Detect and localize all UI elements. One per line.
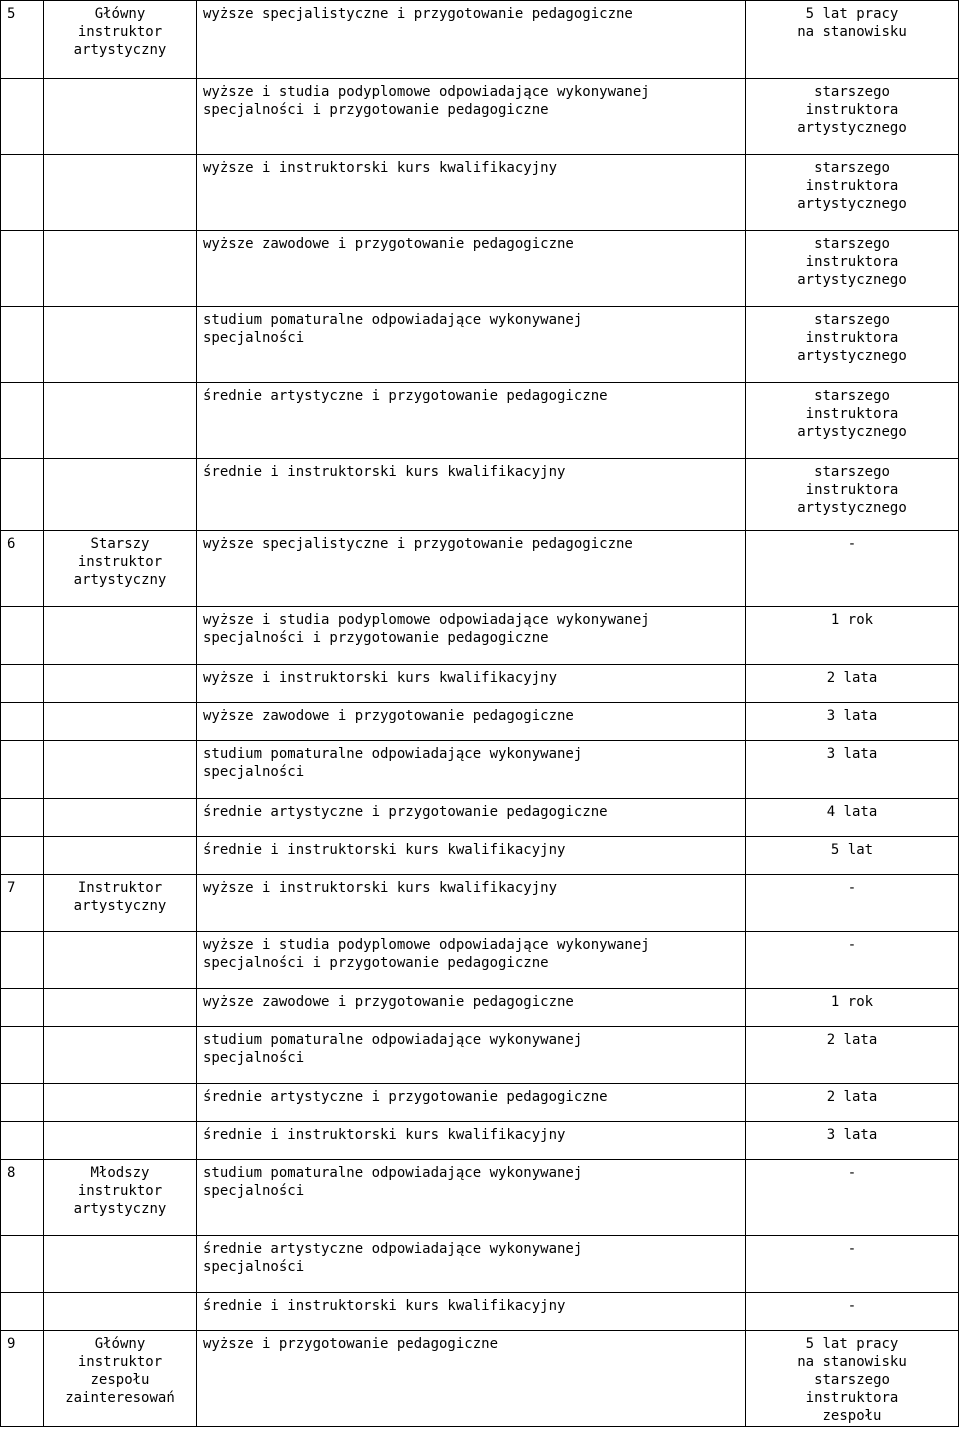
cell-number: [1, 703, 44, 741]
cell-education: studium pomaturalne odpowiadające wykonywanej specjalności: [197, 1160, 746, 1236]
cell-position: [44, 231, 197, 307]
cell-number: [1, 1293, 44, 1331]
cell-requirement: starszego instruktora artystycznego: [746, 307, 959, 383]
cell-education: studium pomaturalne odpowiadające wykonywanej specjalności: [197, 1027, 746, 1084]
cell-requirement: 3 lata: [746, 1122, 959, 1160]
cell-number: [1, 607, 44, 665]
cell-number: [1, 799, 44, 837]
cell-requirement: 1 rok: [746, 989, 959, 1027]
cell-education: średnie i instruktorski kurs kwalifikacyjny: [197, 1122, 746, 1160]
cell-education: średnie i instruktorski kurs kwalifikacyjny: [197, 1293, 746, 1331]
cell-number: [1, 79, 44, 155]
cell-number: [1, 837, 44, 875]
cell-education: średnie artystyczne i przygotowanie pedagogiczne: [197, 1084, 746, 1122]
cell-number: [1, 307, 44, 383]
cell-number: [1, 1027, 44, 1084]
cell-position: [44, 1027, 197, 1084]
table-row: [1, 1, 959, 79]
cell-requirement: 1 rok: [746, 607, 959, 665]
position-label: Młodszy instruktor artystyczny: [73, 1165, 167, 1217]
cell-education: wyższe specjalistyczne i przygotowanie pedagogiczne: [197, 531, 746, 607]
table-row: [1, 703, 959, 741]
cell-requirement: 2 lata: [746, 1084, 959, 1122]
cell-education: wyższe zawodowe i przygotowanie pedagogiczne: [197, 703, 746, 741]
cell-number: 6: [1, 531, 44, 607]
cell-position: [44, 1084, 197, 1122]
table-row: [1, 989, 959, 1027]
cell-position: [44, 1293, 197, 1331]
cell-position: [44, 741, 197, 799]
table-row: [1, 799, 959, 837]
cell-requirement: -: [746, 875, 959, 932]
cell-requirement: starszego instruktora artystycznego: [746, 383, 959, 459]
cell-number: [1, 383, 44, 459]
table-row: [1, 1293, 959, 1331]
cell-requirement: starszego instruktora artystycznego: [746, 155, 959, 231]
cell-position: [44, 1236, 197, 1293]
cell-position: [44, 989, 197, 1027]
table-row: [1, 459, 959, 531]
cell-position: [44, 1, 197, 79]
cell-education: wyższe i studia podyplomowe odpowiadające wykonywanej specjalności i przygotowanie pedagogiczne: [197, 932, 746, 989]
cell-requirement: -: [746, 1160, 959, 1236]
table-row: [1, 665, 959, 703]
cell-requirement: 3 lata: [746, 741, 959, 799]
cell-position: [44, 459, 197, 531]
cell-education: wyższe i instruktorski kurs kwalifikacyjny: [197, 875, 746, 932]
cell-position: [44, 155, 197, 231]
cell-number: 7: [1, 875, 44, 932]
cell-number: [1, 741, 44, 799]
cell-requirement: -: [746, 1236, 959, 1293]
cell-number: 5: [1, 1, 44, 79]
cell-position: [44, 1160, 197, 1236]
table-row: [1, 932, 959, 989]
cell-requirement: 2 lata: [746, 1027, 959, 1084]
table-row: [1, 1084, 959, 1122]
cell-education: wyższe i instruktorski kurs kwalifikacyjny: [197, 155, 746, 231]
cell-number: 8: [1, 1160, 44, 1236]
cell-number: [1, 1236, 44, 1293]
cell-position: [44, 665, 197, 703]
position-label: Instruktor artystyczny: [73, 880, 167, 914]
position-label: Główny instruktor artystyczny: [73, 6, 167, 58]
cell-requirement: -: [746, 1293, 959, 1331]
cell-requirement: starszego instruktora artystycznego: [746, 231, 959, 307]
cell-position: [44, 932, 197, 989]
cell-position: [44, 875, 197, 932]
cell-requirement: -: [746, 932, 959, 989]
cell-requirement: -: [746, 531, 959, 607]
cell-requirement: 5 lat: [746, 837, 959, 875]
table-row: [1, 1027, 959, 1084]
table-row: [1, 1160, 959, 1236]
cell-requirement: starszego instruktora artystycznego: [746, 79, 959, 155]
table-row: [1, 837, 959, 875]
cell-requirement: 3 lata: [746, 703, 959, 741]
position-label: Starszy instruktor artystyczny: [73, 536, 167, 588]
cell-number: [1, 1084, 44, 1122]
cell-position: [44, 837, 197, 875]
cell-requirement: 2 lata: [746, 665, 959, 703]
cell-education: średnie i instruktorski kurs kwalifikacyjny: [197, 459, 746, 531]
cell-requirement: starszego instruktora artystycznego: [746, 459, 959, 531]
table-row: [1, 531, 959, 607]
cell-position: [44, 1122, 197, 1160]
table-row: [1, 231, 959, 307]
cell-position: [44, 307, 197, 383]
table-row: [1, 79, 959, 155]
cell-number: [1, 231, 44, 307]
cell-number: [1, 1122, 44, 1160]
cell-education: wyższe i instruktorski kurs kwalifikacyjny: [197, 665, 746, 703]
cell-education: wyższe specjalistyczne i przygotowanie pedagogiczne: [197, 1, 746, 79]
cell-number: [1, 665, 44, 703]
cell-position: [44, 607, 197, 665]
cell-education: wyższe i przygotowanie pedagogiczne: [197, 1331, 746, 1427]
cell-number: 9: [1, 1331, 44, 1427]
table-row: [1, 1122, 959, 1160]
cell-education: wyższe i studia podyplomowe odpowiadające wykonywanej specjalności i przygotowanie pedagogiczne: [197, 79, 746, 155]
table-row: [1, 607, 959, 665]
cell-position: [44, 79, 197, 155]
cell-position: [44, 1331, 197, 1427]
cell-education: średnie artystyczne odpowiadające wykonywanej specjalności: [197, 1236, 746, 1293]
cell-number: [1, 989, 44, 1027]
table-row: [1, 1236, 959, 1293]
cell-education: wyższe zawodowe i przygotowanie pedagogiczne: [197, 989, 746, 1027]
table-row: [1, 1331, 959, 1427]
cell-education: średnie artystyczne i przygotowanie pedagogiczne: [197, 799, 746, 837]
cell-education: średnie artystyczne i przygotowanie pedagogiczne: [197, 383, 746, 459]
table-body: [1, 1, 959, 1427]
cell-requirement: 5 lat pracy na stanowisku starszego instruktora zespołu: [746, 1331, 959, 1427]
cell-position: [44, 703, 197, 741]
table-row: [1, 155, 959, 231]
cell-education: wyższe zawodowe i przygotowanie pedagogiczne: [197, 231, 746, 307]
cell-position: [44, 799, 197, 837]
cell-education: studium pomaturalne odpowiadające wykonywanej specjalności: [197, 307, 746, 383]
cell-education: wyższe i studia podyplomowe odpowiadające wykonywanej specjalności i przygotowanie pedagogiczne: [197, 607, 746, 665]
cell-requirement: 4 lata: [746, 799, 959, 837]
position-label: Główny instruktor zespołu zainteresowań: [65, 1336, 175, 1406]
cell-position: [44, 383, 197, 459]
table-row: [1, 307, 959, 383]
cell-position: [44, 531, 197, 607]
table-row: [1, 383, 959, 459]
cell-number: [1, 932, 44, 989]
cell-education: średnie i instruktorski kurs kwalifikacyjny: [197, 837, 746, 875]
table-row: [1, 741, 959, 799]
cell-education: studium pomaturalne odpowiadające wykonywanej specjalności: [197, 741, 746, 799]
cell-requirement: 5 lat pracy na stanowisku: [746, 1, 959, 79]
cell-number: [1, 155, 44, 231]
table-row: [1, 875, 959, 932]
cell-number: [1, 459, 44, 531]
